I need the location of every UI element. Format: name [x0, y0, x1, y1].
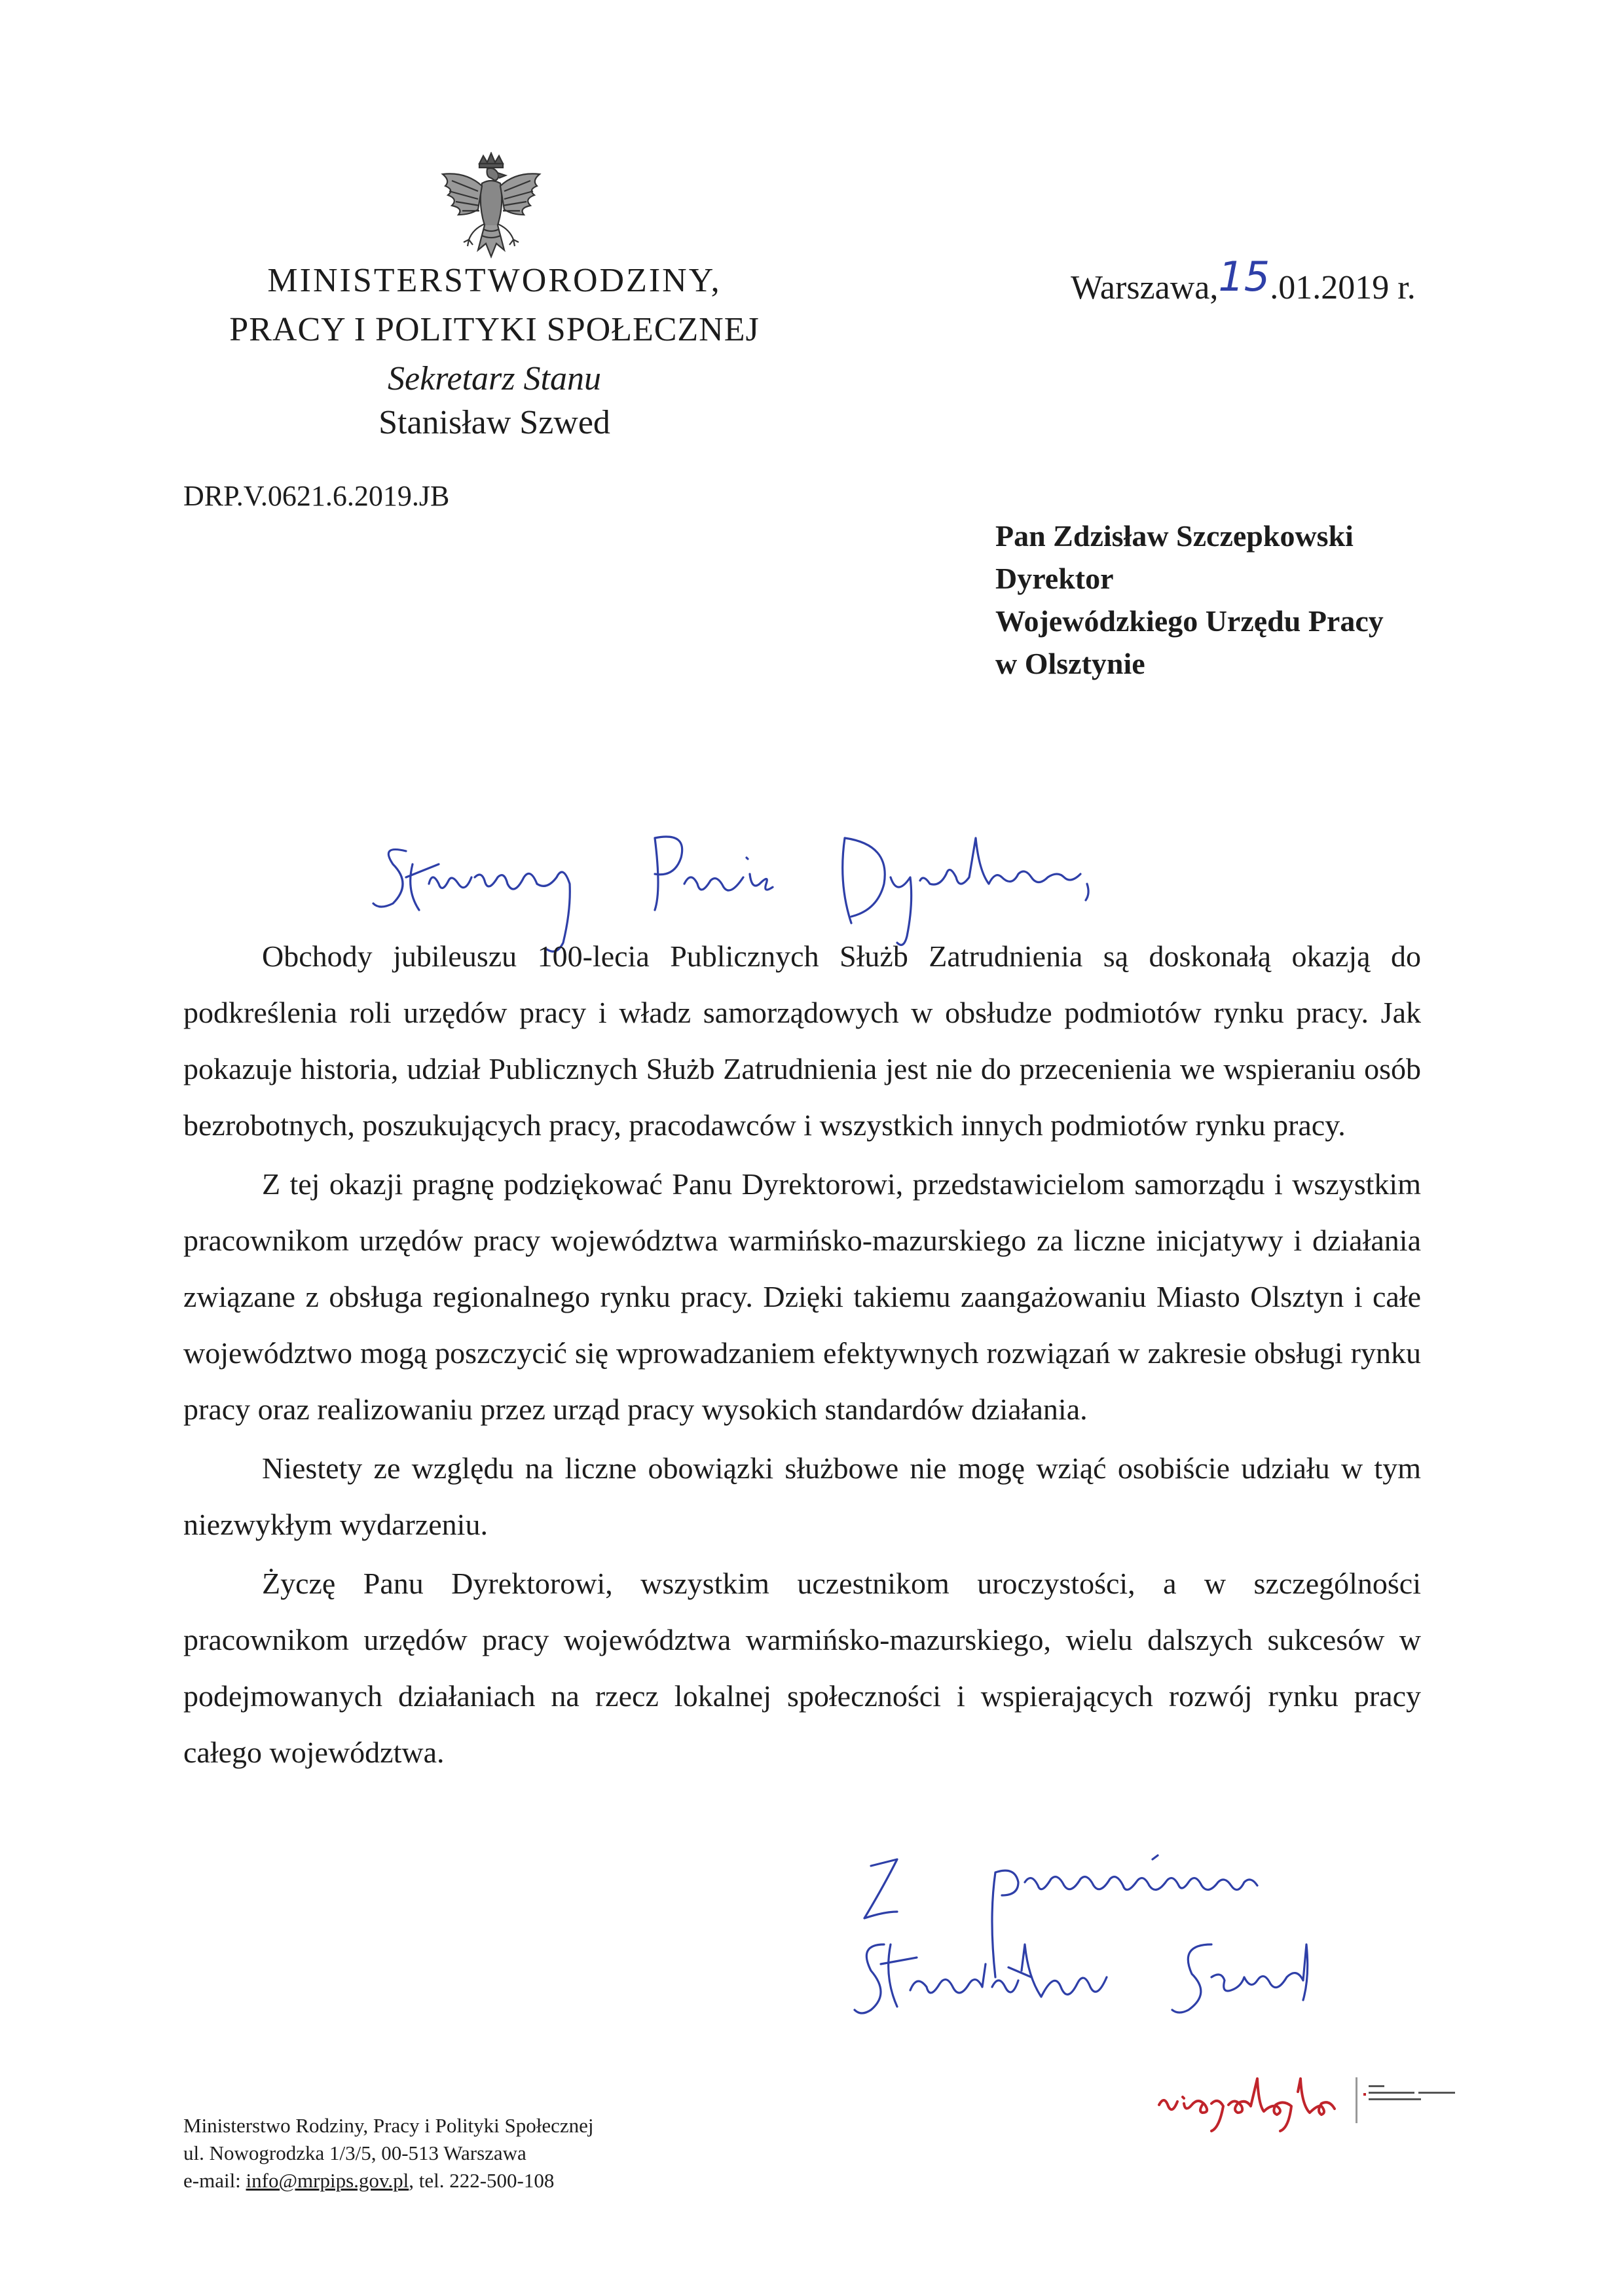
ministry-name-line1: MINISTERSTWORODZINY,: [267, 262, 722, 299]
footer-email-link[interactable]: info@mrpips.gov.pl: [246, 2169, 409, 2192]
letter-date: [1071, 253, 1416, 311]
addressee-office: Wojewódzkiego Urzędu Pracy: [995, 604, 1384, 638]
body-paragraph-1: Obchody jubileuszu 100-lecia Publicznych Służb Zatrudnienia są doskonałą okazją do podkreślenia roli urzędów pracy i władz samorządowych w obsłudze podmiotów rynku pracy. Jak pokazuje historia, udział Publicznych Służb Zatrudnienia jest nie do przecenienia we wspieraniu osób bezrobotnych, poszukujących pracy, pracodawców i wszystkich innych podmiotów rynku pracy.: [183, 939, 1421, 1142]
footer-phone: , tel. 222-500-108: [409, 2169, 555, 2192]
reference-number: DRP.V.0621.6.2019.JB: [183, 480, 450, 512]
independence-centenary-logo-icon: [1146, 2066, 1500, 2138]
footer-ministry: Ministerstwo Rodziny, Pracy i Polityki Społecznej: [183, 2114, 594, 2137]
addressee-city: w Olsztynie: [995, 647, 1145, 680]
ministry-name-line2: PRACY I POLITYKI SPOŁECZNEJ: [229, 311, 760, 348]
date-suffix: .01.2019 r.: [1270, 269, 1416, 306]
date-prefix: Warszawa,: [1071, 269, 1219, 306]
addressee-title: Dyrektor: [995, 562, 1114, 595]
signatory-role: Sekretarz Stanu: [388, 360, 601, 397]
date-day-handwritten: 15: [1218, 253, 1270, 301]
footer-address: ul. Nowogrodzka 1/3/5, 00-513 Warszawa: [183, 2141, 526, 2164]
footer-email-label: e-mail:: [183, 2169, 246, 2192]
handwritten-signature: [845, 1846, 1382, 2030]
body-paragraph-3: Niestety ze względu na liczne obowiązki służbowe nie mogę wziąć osobiście udziału w tym niezwykłym wydarzeniu.: [183, 1451, 1421, 1541]
letter-body: [183, 928, 1421, 1781]
addressee-name: Pan Zdzisław Szczepkowski: [995, 519, 1354, 553]
body-paragraph-4: Życzę Panu Dyrektorowi, wszystkim uczestnikom uroczystości, a w szczególności pracownikom urzędów pracy województwa warmińsko-mazurskiego, wielu dalszych sukcesów w podejmowanych działaniach na rzecz lokalnej społeczności i wspierających rozwój rynku pracy całego województwa.: [183, 1567, 1421, 1769]
body-paragraph-2: Z tej okazji pragnę podziękować Panu Dyrektorowi, przedstawicielom samorządu i wszystkim pracownikom urzędów pracy województwa warmińsko-mazurskiego za liczne inicjatywy i działania związane z obsługa regionalnego rynku pracy. Dzięki takiemu zaangażowaniu Miasto Olsztyn i całe województwo mogą poszczycić się wprowadzaniem efektywnych rozwiązań w zakresie obsługi rynku pracy oraz realizowaniu przez urząd pracy wysokich standardów działania.: [183, 1167, 1421, 1426]
footer-contact: [183, 2168, 554, 2193]
signatory-name: Stanisław Szwed: [378, 404, 610, 441]
